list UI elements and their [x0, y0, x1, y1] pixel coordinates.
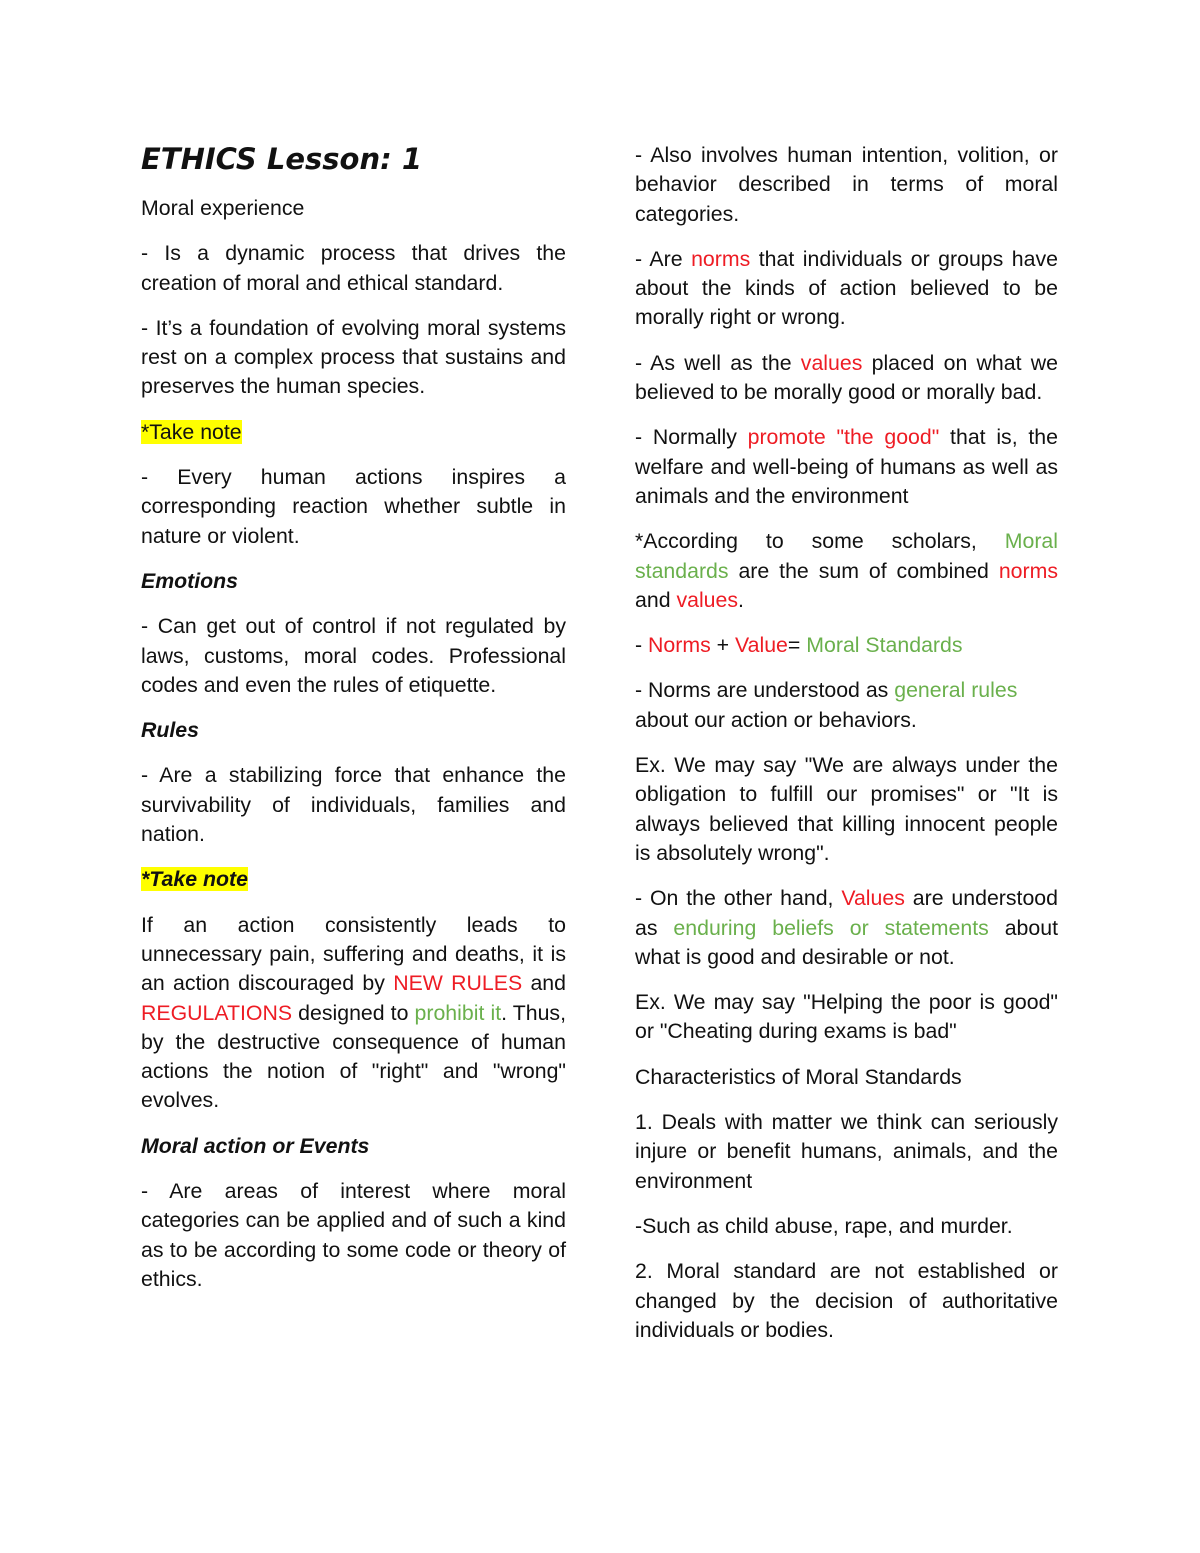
text-segment: placed on what we believed to be morally good or morally bad. [635, 350, 1059, 405]
left-column [141, 138, 566, 1310]
values-red: values [800, 350, 863, 375]
paragraph-promote-good [635, 423, 1058, 511]
text-segment: If an action consistently leads to unnecessary pain, suffering and deaths, it is an action discouraged by [141, 912, 566, 996]
take-note-label [141, 418, 566, 447]
characteristics-heading: Characteristics of Moral Standards [635, 1064, 962, 1089]
take-note-bold-highlight: *Take note [141, 867, 248, 892]
moral-standards-green: Moral standards [635, 529, 1058, 583]
text-segment: and [522, 971, 566, 996]
text-segment: . [738, 587, 744, 612]
paragraph-emotions: - Can get out of control if not regulated by laws, customs, moral codes. Professional codes and even the rules of etiquette. [141, 614, 566, 697]
text-segment: that is, the welfare and well-being of humans as well as animals and the environment [635, 425, 1058, 508]
text-segment: about our action or behaviors. [635, 707, 917, 732]
norms-red: norms [691, 246, 751, 271]
take-note-highlight: *Take note [141, 419, 242, 444]
emotions-heading: Emotions [141, 568, 239, 593]
paragraph-dynamic-process: - Is a dynamic process that drives the creation of moral and ethical standard. [141, 241, 566, 295]
paragraph-norms [635, 245, 1058, 333]
paragraph-values-beliefs [635, 884, 1058, 972]
regulations-red: REGULATIONS [141, 1000, 293, 1025]
text-segment: and [635, 587, 677, 612]
paragraph-rules: - Are a stabilizing force that enhance the survivability of individuals, families and nation. [141, 763, 566, 847]
values-red: values [676, 587, 739, 612]
characteristic-1-example: -Such as child abuse, rape, and murder. [635, 1213, 1013, 1238]
text-segment: - Normally [635, 425, 748, 450]
paragraph-every-action: - Every human actions inspires a corresponding reaction whether subtle in nature or violent. [141, 465, 566, 548]
text-segment: . Thus, by the destructive consequence of human actions the notion of "right" and "wrong" evolves. [141, 1000, 566, 1113]
text-segment: - Are [635, 246, 692, 271]
formula-line [635, 631, 1058, 660]
promote-good-red: promote "the good" [747, 425, 940, 450]
new-rules-red: NEW RULES [393, 971, 523, 996]
values-red: Values [841, 886, 905, 911]
paragraph-example-promises: Ex. We may say "We are always under the obligation to fulfill our promises" or "It is always believed that killing innocent people is absolutely wrong". [635, 753, 1058, 865]
enduring-beliefs-green: enduring beliefs or statements [673, 915, 989, 940]
norms-red: norms [998, 558, 1058, 583]
paragraph-example-helping: Ex. We may say "Helping the poor is good" or "Cheating during exams is bad" [635, 990, 1058, 1044]
text-segment: about what is good and desirable or not. [635, 915, 1058, 969]
text-segment: are understood as [635, 886, 1058, 940]
text-segment: - [635, 633, 649, 658]
paragraph-scholars [635, 527, 1058, 615]
rules-heading: Rules [141, 718, 199, 743]
right-column [635, 141, 1058, 1361]
text-segment: - Norms are understood as [635, 678, 895, 703]
prohibit-it-green: prohibit it [414, 1000, 502, 1025]
general-rules-green: general rules [894, 678, 1018, 703]
text-segment: - On the other hand, [635, 886, 842, 911]
moral-experience-label: Moral experience [141, 196, 305, 220]
moral-action-heading: Moral action or Events [141, 1133, 370, 1158]
text-segment: + [710, 633, 736, 658]
paragraph-foundation: - It’s a foundation of evolving moral systems rest on a complex process that sustains and preserves the human species. [141, 315, 566, 399]
text-segment: = [787, 633, 807, 658]
text-segment: designed to [292, 1000, 415, 1025]
take-note-bold-label [141, 865, 566, 894]
text-segment: *According to some scholars, [635, 529, 1005, 554]
paragraph-moral-action: - Are areas of interest where moral categories can be applied and of such a kind as to be according to some code or theory of ethics. [141, 1179, 566, 1291]
text-segment: are the sum of combined [728, 558, 999, 583]
text-segment: that individuals or groups have about the kinds of action believed to be morally right or wrong. [635, 246, 1058, 330]
moral-standards-green: Moral Standards [806, 633, 963, 658]
lesson-title: ETHICS Lesson: 1 [141, 142, 422, 176]
value-red: Value [735, 633, 788, 658]
characteristic-1: 1. Deals with matter we think can seriously injure or benefit humans, animals, and the environment [635, 1110, 1058, 1193]
paragraph-intention: - Also involves human intention, volition, or behavior described in terms of moral categories. [635, 143, 1058, 226]
paragraph-values [635, 349, 1058, 408]
paragraph-consistent-action [141, 911, 566, 1116]
norms-red: Norms [648, 633, 711, 658]
text-segment: - As well as the [635, 350, 801, 375]
paragraph-norms-general-rules [635, 676, 1058, 735]
characteristic-2: 2. Moral standard are not established or changed by the decision of authoritative individuals or bodies. [635, 1259, 1058, 1342]
